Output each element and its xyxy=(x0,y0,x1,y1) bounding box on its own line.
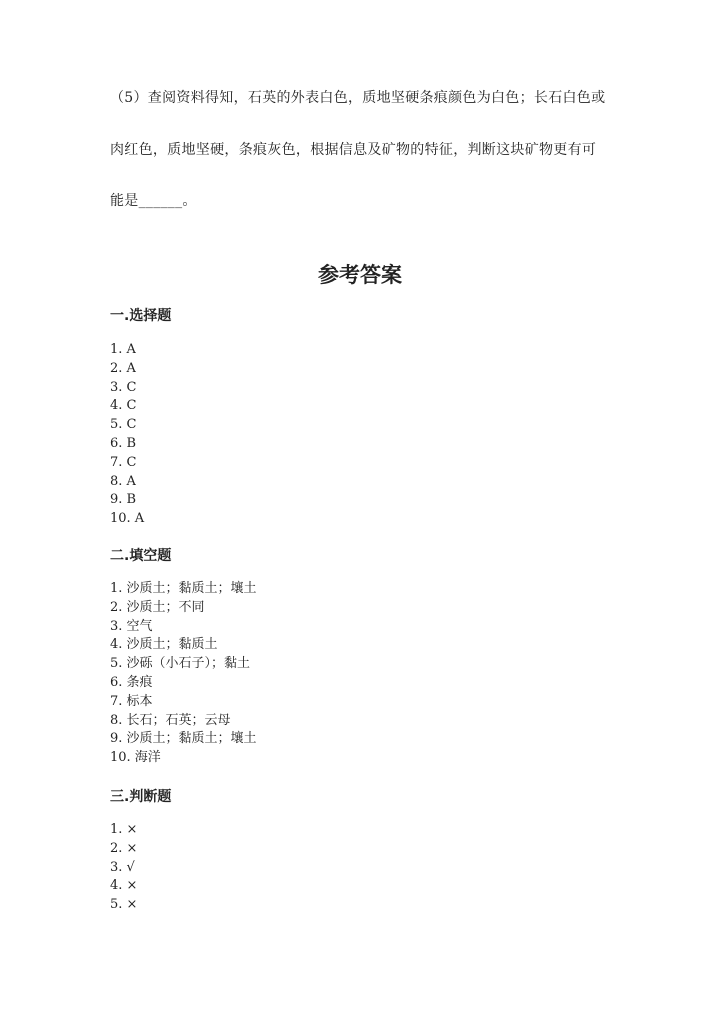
list-item: 3. √ xyxy=(110,859,135,875)
list-item: 6. B xyxy=(110,435,137,451)
list-item: 2. A xyxy=(110,360,136,376)
list-item: 4. 沙质土；黏质土 xyxy=(110,637,218,653)
list-item: 1. × xyxy=(110,822,138,837)
list-item: 4. × xyxy=(110,878,138,894)
list-item: 10. A xyxy=(110,511,145,527)
list-item: 9. 沙质土；黏质土；壤土 xyxy=(110,731,257,747)
list-item: 7. 标本 xyxy=(110,693,153,709)
fill-blank-answer-list xyxy=(110,580,257,768)
list-item: 4. C xyxy=(110,398,137,414)
question-line-3: 能是______。 xyxy=(110,193,197,209)
list-item: 10. 海洋 xyxy=(110,750,161,766)
question-line-1: （5）查阅资料得知，石英的外表白色，质地坚硬条痕颜色为白色；长石白色或 xyxy=(110,90,606,106)
list-item: 3. 空气 xyxy=(110,618,153,634)
list-item: 8. 长石；石英；云母 xyxy=(110,712,231,728)
question-line-2: 肉红色，质地坚硬，条痕灰色，根据信息及矿物的特征，判断这块矿物更有可 xyxy=(110,142,597,158)
true-false-answer-list xyxy=(110,821,137,915)
list-item: 3. C xyxy=(110,379,137,395)
section-heading-fill-blank: 二.填空题 xyxy=(110,548,172,564)
list-item: 1. 沙质土；黏质土；壤土 xyxy=(110,581,257,596)
list-item: 1. A xyxy=(110,342,136,357)
list-item: 5. C xyxy=(110,417,137,433)
list-item: 2. × xyxy=(110,840,138,856)
list-item: 5. 沙砾（小石子）；黏土 xyxy=(110,656,251,672)
list-item: 6. 条痕 xyxy=(110,674,153,690)
list-item: 7. C xyxy=(110,454,137,470)
section-heading-true-false: 三.判断题 xyxy=(110,789,172,805)
list-item: 2. 沙质土；不同 xyxy=(110,599,205,615)
list-item: 9. B xyxy=(110,492,137,508)
choice-answer-list xyxy=(110,341,144,529)
answer-title: 参考答案 xyxy=(318,263,402,287)
list-item: 5. × xyxy=(110,897,138,913)
section-heading-choice: 一.选择题 xyxy=(110,308,172,324)
list-item: 8. A xyxy=(110,473,136,489)
